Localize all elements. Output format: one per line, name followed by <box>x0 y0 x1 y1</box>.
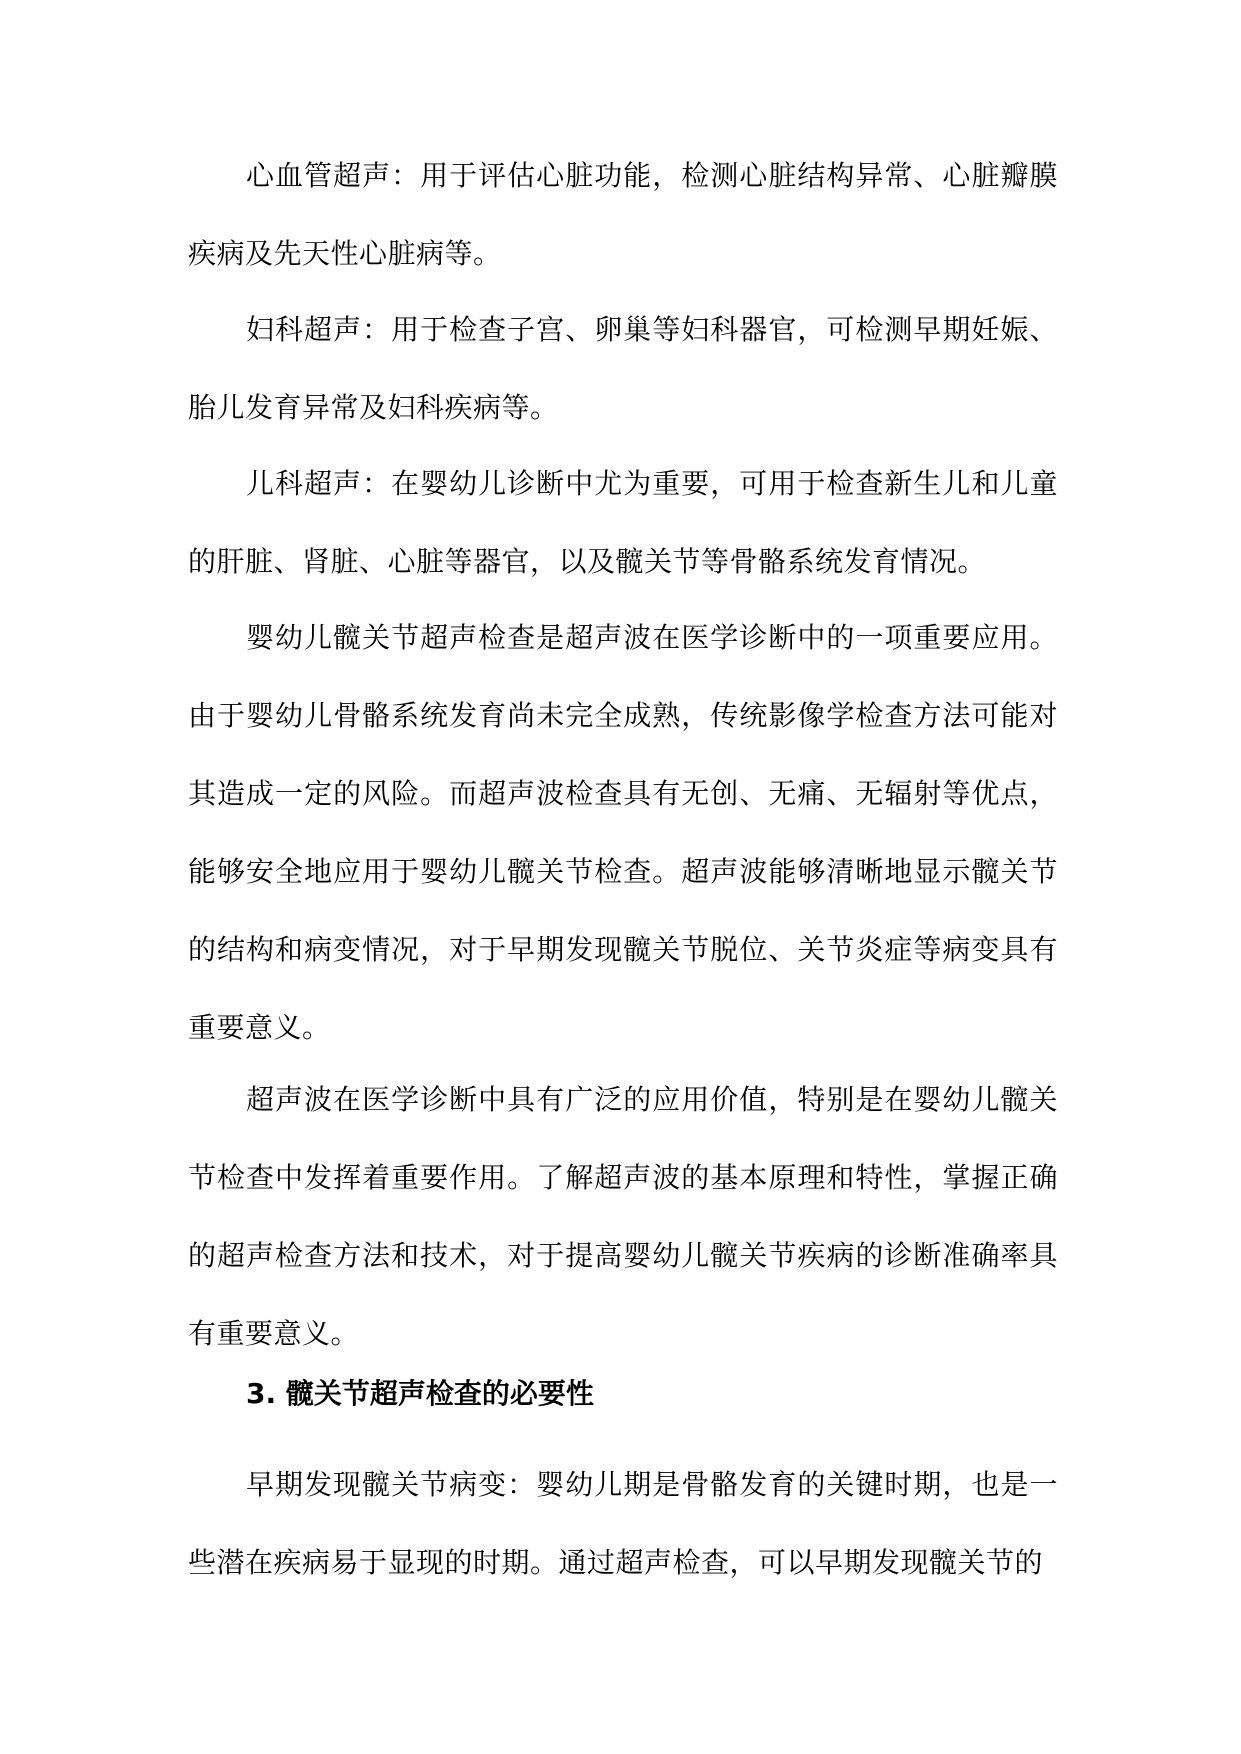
paragraph-pediatric-ultrasound: 儿科超声：在婴幼儿诊断中尤为重要，可用于检查新生儿和儿童的肝脏、肾脏、心脏等器官，以及髋关节等骨骼系统发育情况。 <box>188 467 1058 578</box>
paragraph-infant-hip-ultrasound: 婴幼儿髋关节超声检查是超声波在医学诊断中的一项重要应用。由于婴幼儿骨骼系统发育尚未完全成熟，传统影像学检查方法可能对其造成一定的风险。而超声波检查具有无创、无痛、无辐射等优点，能够安全地应用于婴幼儿髋关节检查。超声波能够清晰地显示髋关节的结构和病变情况，对于早期发现髋关节脱位、关节炎症等病变具有重要意义。 <box>188 621 1058 1044</box>
paragraph-ultrasound-value: 超声波在医学诊断中具有广泛的应用价值，特别是在婴幼儿髋关节检查中发挥着重要作用。了解超声波的基本原理和特性，掌握正确的超声检查方法和技术，对于提高婴幼儿髋关节疾病的诊断准确率具有重要意义。 <box>188 1083 1058 1350</box>
paragraph-cardiac-ultrasound: 心血管超声：用于评估心脏功能，检测心脏结构异常、心脏瓣膜疾病及先天性心脏病等。 <box>188 159 1058 270</box>
section-heading: 3. 髋关节超声检查的必要性 <box>246 1377 594 1410</box>
paragraph-gynecologic-ultrasound: 妇科超声：用于检查子宫、卵巢等妇科器官，可检测早期妊娠、胎儿发育异常及妇科疾病等。 <box>188 313 1058 424</box>
paragraph-early-detection: 早期发现髋关节病变：婴幼儿期是骨骼发育的关键时期，也是一些潜在疾病易于显现的时期。通过超声检查，可以早期发现髋关节的 <box>188 1468 1058 1579</box>
